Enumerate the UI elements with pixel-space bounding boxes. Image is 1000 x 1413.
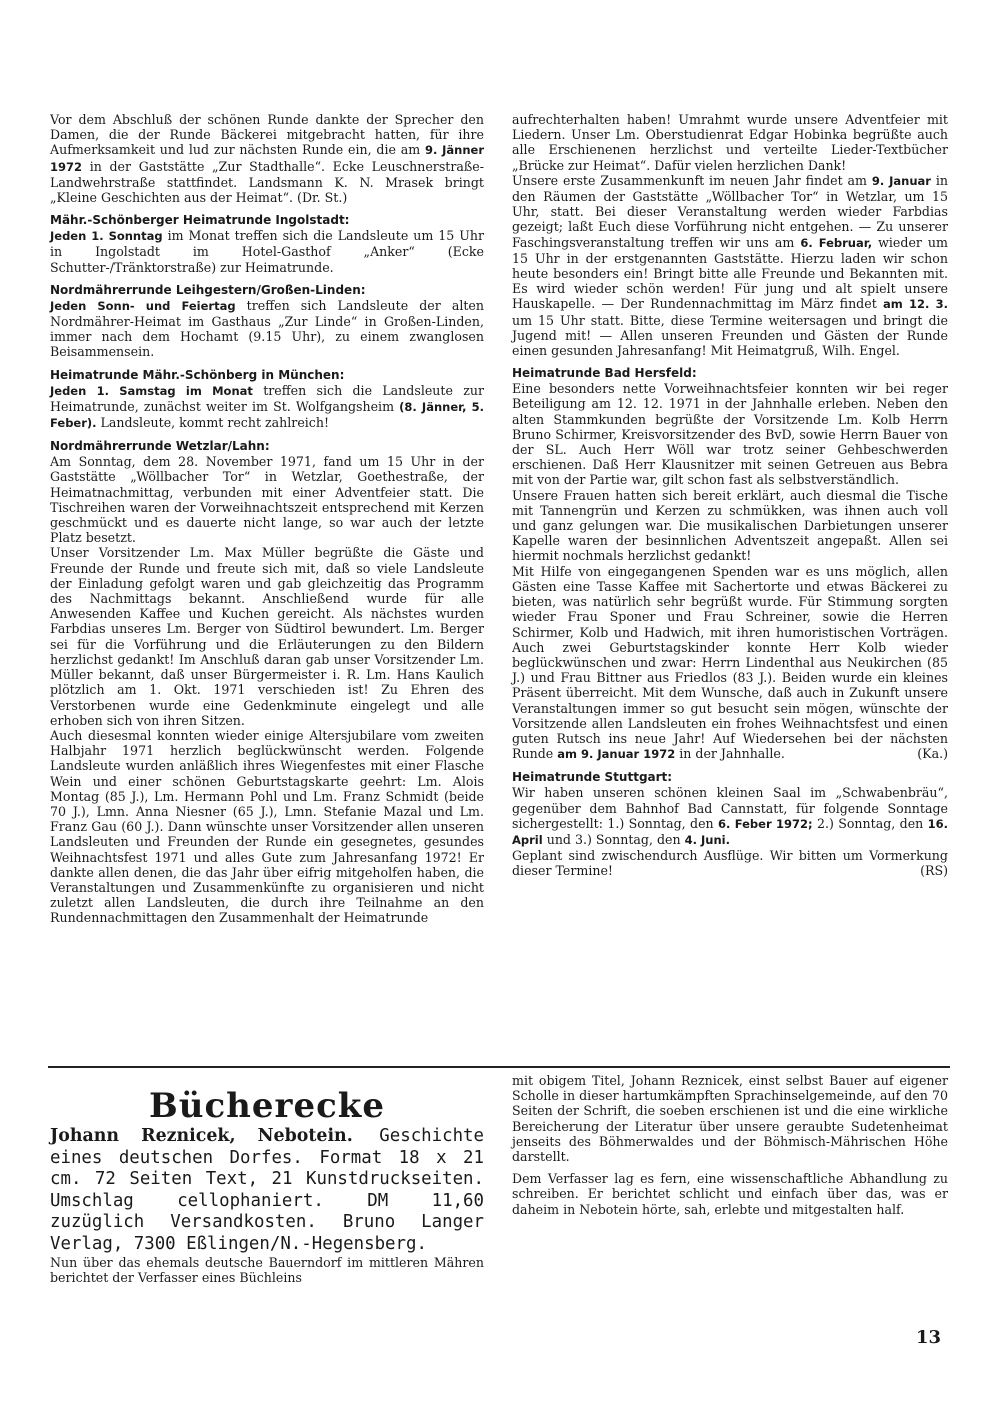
wetzlar-heading: Nordmährerrunde Wetzlar/Lahn: [50,439,270,454]
linden-heading: Nordmährerrunde Leihgestern/Großen-Linden: [50,282,366,297]
muenchen-section [50,368,484,432]
intro-signature: (Dr. St.) [297,190,348,206]
page-number: 13 [916,1327,942,1348]
hersfeld-signature: (Ka.) [917,746,948,762]
left-column [50,112,484,926]
stuttgart-paragraph-2: Geplant sind zwischendurch Ausflüge. Wir bitten um Vormerkung dieser Termine! (RS) [512,848,948,879]
book-author: Johann Reznicek, Nebotein. [50,1126,353,1146]
right-column [512,112,948,879]
books-left-column [50,1126,484,1285]
muenchen-heading: Heimatrunde Mähr.-Schönberg in München: [50,367,345,382]
section-divider [48,1066,950,1068]
linden-text: Jeden Sonn- und Feiertag treffen sich Landsleute der alten Nordmährer-Heimat im Gasthaus „Zur Linde“ in Großen-Linden, immer nach dem Hochamt (9.15 Uhr), zu einem zwanglosen Beisammensein. [50,297,484,360]
book-lead-entry: Johann Reznicek, Nebotein. Geschichte eines deutschen Dorfes. Format 18 x 21 cm. 72 Seiten Text, 21 Kunstdruckseiten. Umschlag cellophaniert. DM 11,60 zuzüglich Versandkosten. Bruno Langer Verlag, 7300 Eßlingen/N.-Hegensberg. [50,1126,484,1254]
intro-date: 9. Jänner 1972 [50,143,484,174]
muenchen-text: Jeden 1. Samstag im Monat treffen sich die Landsleute zur Heimatrunde, zunächst weiter im St. Wolfgangsheim (8. Jänner, 5. Feber). Landsleute, kommt recht zahlreich! [50,382,484,431]
intro-paragraph: Vor dem Abschluß der schönen Runde dankte der Sprecher den Damen, die der Runde Bäckerei mitgebracht hatten, für ihre Aufmerksamkeit und lud zur nächsten Runde ein, die am 9. Jänner 1972 in der Gaststätte „Zur Stadthalle“. Ecke Leuschnerstraße-Landwehrstraße stattfindet. Landsmann K. N. Mrasek bringt „Kleine Geschichten aus der Heimat“. (Dr. St.) [50,112,484,206]
wetzlar-section [50,439,484,925]
ingolstadt-section [50,213,484,275]
linden-section [50,283,484,360]
book-review-paragraph-2: Dem Verfasser lag es fern, eine wissenschaftliche Abhandlung zu schreiben. Er berichtet schlicht und einfach über das, was er daheim in Nebotein hörte, sah, erlebte und mitgestalten half. [512,1171,948,1217]
wetzlar-continued-1: aufrechterhalten haben! Umrahmt wurde unsere Adventfeier mit Liedern. Unser Lm. Oberstudienrat Edgar Hobinka begrüßte auch alle Erschienenen herzlichst und verteilte Lieder-Textbücher „Brücke zur Heimat“. Dafür vielen herzlichen Dank! [512,112,948,173]
hersfeld-heading: Heimatrunde Bad Hersfeld: [512,366,697,381]
hersfeld-paragraph-1: Eine besonders nette Vorweihnachtsfeier konnten wir bei reger Beteiligung am 12. 12. 1971 in der Jahnhalle erleben. Neben den alten Stammkunden begrüßte der Vorsitzende Lm. Kolb Herrn Bruno Schirmer, Kreisvorsitzender des BvD, sowie Herrn Bauer von der SL. Auch Herr Wöll war trotz seiner Gehbeschwerden erschienen. Daß Herr Klausnitzer mit seinen Getreuen aus Bebra mit von der Partie war, gilt schon fast als selbstverständlich. [512,381,948,488]
stuttgart-paragraph-1: Wir haben unseren schönen kleinen Saal im „Schwabenbräu“, gegenüber dem Bahnhof Bad Cannstatt, für folgende Sonntage sichergestellt: 1.) Sonntag, den 6. Feber 1972; 2.) Sonntag, den 16. April und 3.) Sonntag, den 4. Juni. [512,785,948,847]
stuttgart-signature: (RS) [920,863,948,879]
wetzlar-paragraph-3: Auch diesesmal konnten wieder einige Altersjubilare vom zweiten Halbjahr 1971 herzlich beglückwünscht werden. Folgende Landsleute wurden anläßlich ihres Wiegenfestes mit einer Flasche Wein und einer schönen Geburtstagskarte geehrt: Lm. Alois Montag (85 J.), Lm. Hermann Pohl und Lm. Franz Schmidt (beide 70 J.), Lmn. Anna Niesner (65 J.), Lmn. Stefanie Mazal und Lm. Franz Gau (60 J.). Dann wünschte unser Vorsitzender allen unseren Landsleuten und Freunden der Runde ein gesegnetes, gesundes Weihnachtsfest 1971 und alles Gute zum Jahresanfang 1972! Er dankte allen denen, die das Jahr über eifrig mitgeholfen haben, die Veranstaltungen und Zusammenkünfte zu organisieren und nicht zuletzt allen Landsleuten, die durch ihre Teilnahme an den Rundennachmittagen den Zusammenhalt der Heimatrunde [50,727,484,926]
ingolstadt-heading: Mähr.-Schönberger Heimatrunde Ingolstadt: [50,213,350,228]
stuttgart-section [512,770,948,878]
books-section-title: Bücherecke [149,1086,385,1126]
stuttgart-heading: Heimatrunde Stuttgart: [512,770,673,785]
book-review-start: Nun über das ehemals deutsche Bauerndorf im mittleren Mähren berichtet der Verfasser eines Büchleins [50,1255,484,1286]
hersfeld-paragraph-2: Unsere Frauen hatten sich bereit erklärt, auch diesmal die Tische mit Tannengrün und Kerzen zu schmükken, was ihnen auch voll und ganz gelungen war. Die musikalischen Darbietungen unserer Kapelle waren der besinnlichen Adventszeit angepaßt. Allen sei hiermit nochmals herzlichst gedankt! [512,487,948,564]
books-right-column [512,1073,948,1217]
hersfeld-paragraph-3: Mit Hilfe von eingegangenen Spenden war es uns möglich, allen Gästen eine Tasse Kaffee mit Sachertorte und etwas Bäckerei zu bieten, was natürlich sehr begrüßt wurde. Für Stimmung sorgten wieder Frau Sponer und Frau Schreiner, sowie die Herren Schirmer, Kolb und Hadwich, mit ihren humoristischen Vorträgen. Auch zwei Geburtstagskinder konnte Herr Kolb wieder beglückwünschen und zwar: Herrn Lindenthal aus Neukirchen (85 J.) und Frau Bittner aus Friedlos (83 J.). Beiden wurde ein kleines Präsent überreicht. Mit dem Wunsche, daß auch in Zukunft unsere Veranstaltungen immer so gut besucht sein mögen, wünschte der Vorsitzende allen Landsleuten ein frohes Weihnachtsfest und einen guten Rutsch ins neue Jahr! Auf Wiedersehen bei der nächsten Runde am 9. Januar 1972 in der Jahnhalle. (Ka.) [512,563,948,762]
wetzlar-paragraph-2: Unser Vorsitzender Lm. Max Müller begrüßte die Gäste und Freunde der Runde und freute sich mit, daß so viele Landsleute der Einladung gefolgt waren und gab gleichzeitig das Programm des Nachmittags bekannt. Anschließend wurde für alle Anwesenden Kaffee und Kuchen gereicht. Als nächstes wurden Farbdias unseres Lm. Berger von Südtirol bewundert. Lm. Berger sei für die Vorführung und die Erläuterungen zu den Bildern herzlichst gedankt! Im Anschluß daran gab unser Vorsitzender Lm. Müller bekannt, daß unser Bürgermeister i. R. Lm. Hans Kaulich plötzlich am 1. Okt. 1971 verschieden ist! Zu Ehren des Verstorbenen wurde eine Gedenkminute eingelegt und alle erhoben sich von ihren Sitzen. [50,545,484,728]
wetzlar-paragraph-1: Am Sonntag, dem 28. November 1971, fand um 15 Uhr in der Gaststätte „Wöllbacher Tor“ in Wetzlar, Goethestraße, der Heimatnachmittag, verbunden mit einer Adventfeier statt. Die Tischreihen waren der Vorweihnachtszeit entsprechend mit Kerzen geschmückt und es dauerte nicht lange, so war auch der letzte Platz besetzt. [50,454,484,546]
ingolstadt-text: Jeden 1. Sonntag im Monat treffen sich die Landsleute um 15 Uhr in Ingolstadt im Hotel-Gasthof „Anker“ (Ecke Schutter-/Tränktorstraße) zur Heimatrunde. [50,228,484,275]
wetzlar-continued-2: Unsere erste Zusammenkunft im neuen Jahr findet am 9. Januar in den Räumen der Gaststätte „Wöllbacher Tor“ in Wetzlar, um 15 Uhr, statt. Bei dieser Veranstaltung werden wieder Farbdias gezeigt; laßt Euch diese Vorführung nicht entgehen. — Zu unserer Faschingsveranstaltung treffen wir uns am 6. Februar, wieder um 15 Uhr in der erstgenannten Gaststätte. Hierzu laden wir schon heute besonders ein! Bringt bitte alle Freunde und Bekannten mit. Es wird wieder schön werden! Für jung und alt spielt unsere Hauskapelle. — Der Rundennachmittag im März findet am 12. 3. um 15 Uhr statt. Bitte, diese Termine weitersagen und bringt die Jugend mit! — Allen unseren Freunden und Gästen der Runde einen gesunden Jahresanfang! Mit Heimatgruß, Wilh. Engel. [512,172,949,359]
book-review-paragraph-1: mit obigem Titel, Johann Reznicek, einst selbst Bauer auf eigener Scholle in dieser hartumkämpften Sprachinselgemeinde, auf den 70 Seiten der Schrift, die soeben erschienen ist und die eine wirkliche Bereicherung der Literatur über unsere geraubte Sudetenheimat jenseits des Böhmerwaldes und der Böhmisch-Mährischen Höhe darstellt. [512,1073,948,1165]
hersfeld-section [512,366,948,762]
